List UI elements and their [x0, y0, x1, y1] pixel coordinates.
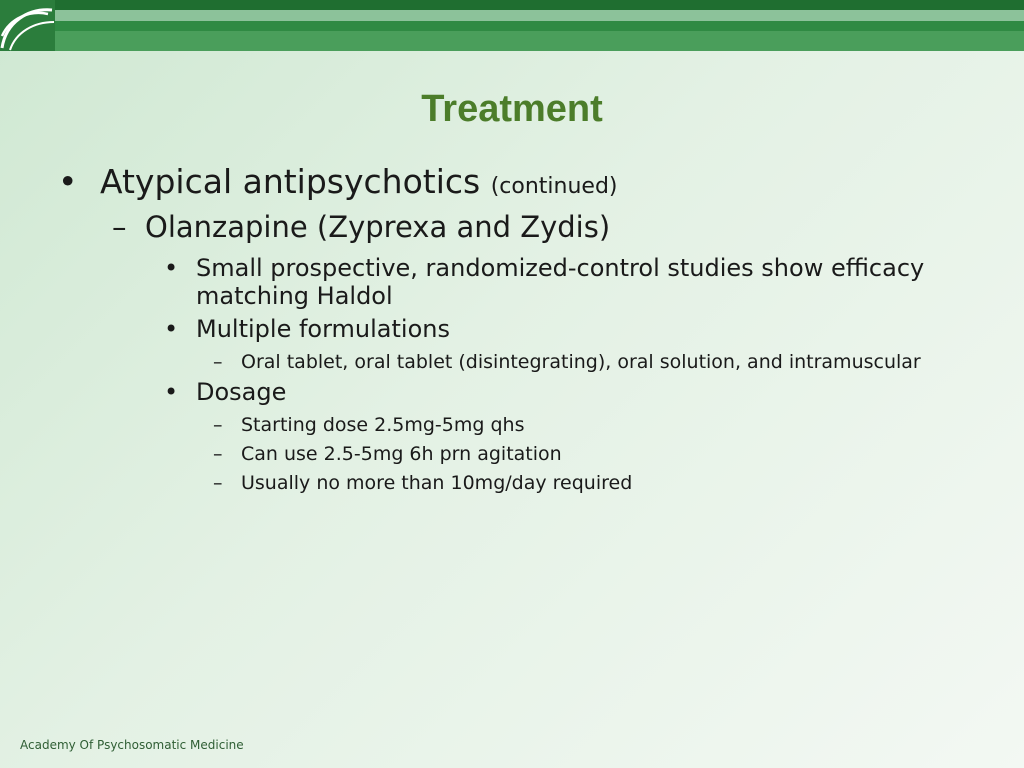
slide-title: Treatment [421, 88, 603, 130]
sub-dosage-prn: Can use 2.5-5mg 6h prn agitation [241, 443, 562, 465]
dash-marker: – [213, 414, 223, 436]
header-stripe-dark [0, 0, 1024, 10]
bullet-olanzapine: Olanzapine (Zyprexa and Zydis) [145, 210, 611, 244]
footer-text: Academy Of Psychosomatic Medicine [20, 738, 244, 752]
bullet-atypical-antipsychotics [100, 162, 618, 201]
bullet-marker: • [164, 254, 179, 282]
dash-marker: – [112, 210, 127, 244]
bullet-formulations: Multiple formulations [196, 315, 450, 343]
bullet-studies-line1: Small prospective, randomized-control studies show efficacy [196, 254, 925, 282]
arc-logo-icon [0, 0, 55, 51]
header-stripe-light [55, 10, 1024, 21]
bullet-dosage: Dosage [196, 378, 287, 406]
header-stripe-mid [55, 31, 1024, 51]
bullet-marker: • [58, 162, 78, 201]
bullet-marker: • [164, 378, 179, 406]
sub-dosage-starting: Starting dose 2.5mg-5mg qhs [241, 414, 525, 436]
dash-marker: – [213, 443, 223, 465]
header-band [0, 0, 1024, 51]
bullet-text: Atypical antipsychotics [100, 162, 481, 201]
sub-formulations: Oral tablet, oral tablet (disintegrating), oral solution, and intramuscular [241, 351, 921, 373]
dash-marker: – [213, 351, 223, 373]
sub-dosage-max: Usually no more than 10mg/day required [241, 472, 633, 494]
logo [0, 0, 55, 51]
bullet-studies-line2: matching Haldol [196, 282, 393, 310]
bullet-marker: • [164, 315, 179, 343]
bullet-note: (continued) [490, 174, 618, 199]
dash-marker: – [213, 472, 223, 494]
